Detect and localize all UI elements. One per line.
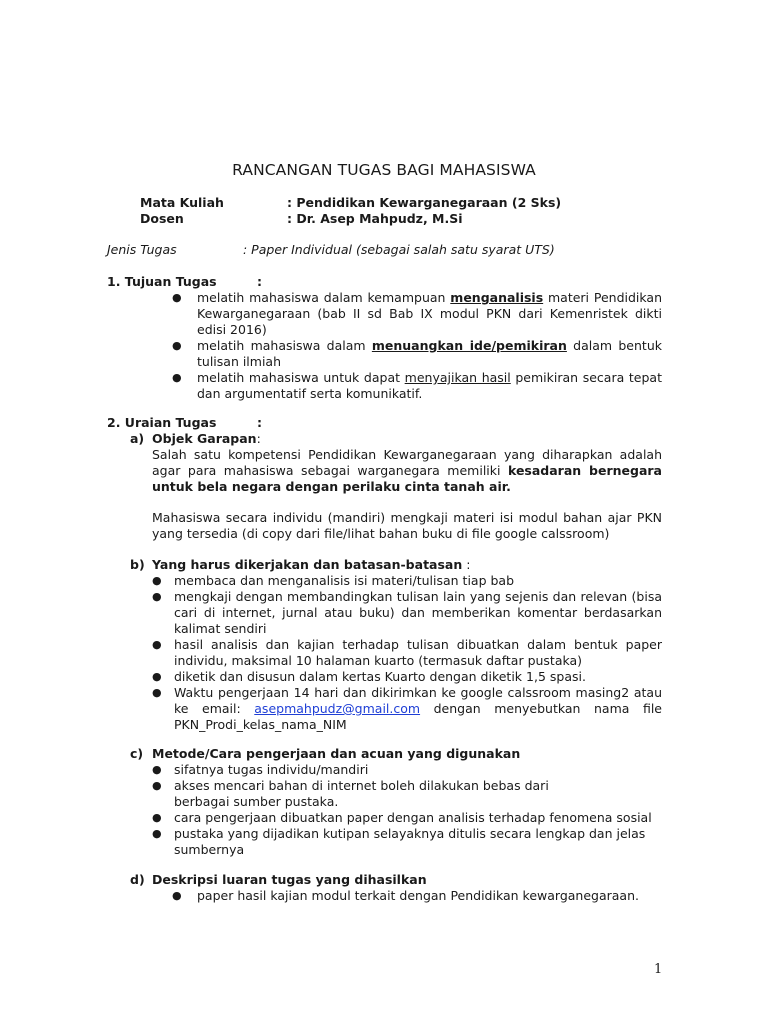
bullet-icon: ● [152, 827, 162, 840]
section-2-heading [107, 415, 262, 430]
section-1-heading [107, 274, 262, 289]
subsection-b-heading [130, 557, 471, 572]
list-item-text: mengkaji dengan membandingkan tulisan lain yang sejenis dan relevan (bisa cari di internet, jurnal atau buku) dan memberikan komentar berdasarkan kalimat sendiri [174, 589, 662, 636]
list-item-text: akses mencari bahan di internet boleh dilakukan bebas dari berbagai sumber pustaka. [174, 778, 549, 809]
subsection-d-title: Deskripsi luaran tugas yang dihasilkan [152, 872, 427, 887]
document-title: RANCANGAN TUGAS BAGI MAHASISWA [232, 161, 536, 179]
jenis-tugas-row [107, 242, 555, 257]
page-number: 1 [654, 962, 663, 977]
email-link[interactable]: asepmahpudz@gmail.com [254, 701, 421, 716]
list-item-text: membaca dan menganalisis isi materi/tulisan tiap bab [174, 573, 515, 588]
list-item-emphasis: menganalisis [450, 290, 544, 305]
bullet-icon: ● [172, 371, 182, 384]
bullet-icon: ● [152, 590, 162, 603]
bullet-icon: ● [172, 889, 182, 902]
paragraph-text: Salah satu kompetensi Pendidikan Kewarganegaraan yang diharapkan adalah agar para mahasiswa sebagai warganegara memiliki [152, 447, 662, 478]
subsection-a-label: a) [130, 431, 145, 446]
list-item-text: melatih mahasiswa untuk dapat [197, 370, 405, 385]
list-item-text: paper hasil kajian modul terkait dengan Pendidikan kewarganegaraan. [197, 888, 639, 903]
subsection-a-paragraph-1 [152, 447, 662, 495]
subsection-a-heading [130, 431, 261, 446]
list-item-text: dalam bentuk tulisan ilmiah [197, 338, 662, 369]
list-item-text: melatih mahasiswa dalam [197, 338, 372, 353]
jenis-tugas-value: : Paper Individual (sebagai salah satu syarat UTS) [243, 242, 555, 257]
list-item-text: sifatnya tugas individu/mandiri [174, 762, 369, 777]
section-2-title: 2. Uraian Tugas [107, 415, 217, 430]
bullet-icon: ● [152, 763, 162, 776]
dosen-label: Dosen [140, 211, 184, 226]
subsection-d-heading [130, 872, 427, 887]
list-item-text: Waktu pengerjaan 14 hari dan dikirimkan ke google calssroom masing2 atau ke email: [174, 685, 662, 716]
subsection-c-label: c) [130, 746, 144, 761]
subsection-a-paragraph-2: Mahasiswa secara individu (mandiri) mengkaji materi isi modul bahan ajar PKN yang tersedia (di copy dari file/lihat bahan buku di file google calssroom) [152, 510, 662, 541]
bullet-icon: ● [172, 339, 182, 352]
list-item-text: cara pengerjaan dibuatkan paper dengan analisis terhadap fenomena sosial [174, 810, 652, 825]
subsection-b-colon: : [462, 557, 471, 572]
jenis-tugas-label: Jenis Tugas [107, 242, 177, 257]
list-item-text: diketik dan disusun dalam kertas Kuarto dengan diketik 1,5 spasi. [174, 669, 586, 684]
subsection-c-heading [130, 746, 521, 761]
subsection-d-label: d) [130, 872, 145, 887]
dosen-value: : Dr. Asep Mahpudz, M.Si [287, 211, 463, 226]
subsection-a-title-text: Objek Garapan [152, 431, 257, 446]
bullet-icon: ● [152, 574, 162, 587]
section-1-colon: : [257, 274, 262, 289]
list-item-emphasis: menuangkan ide/pemikiran [371, 338, 567, 353]
subsection-b-label: b) [130, 557, 145, 572]
list-item-text: materi Pendidikan Kewarganegaraan (bab II sd Bab IX modul PKN dari Kemenristek dikti edisi 2016) [197, 290, 662, 337]
subsection-a-colon: : [256, 431, 261, 446]
list-item-text: dengan menyebutkan nama file PKN_Prodi_kelas_nama_NIM [174, 701, 662, 732]
list-item-emphasis: menyajikan hasil [404, 370, 511, 385]
subsection-b-title-text: Yang harus dikerjakan dan batasan-batasan [152, 557, 463, 572]
paragraph-emphasis: kesadaran bernegara untuk bela negara dengan perilaku cinta tanah air. [152, 463, 662, 494]
list-item-text: pustaka yang dijadikan kutipan selayaknya ditulis secara lengkap dan jelas sumbernya [174, 826, 646, 857]
mata-kuliah-value: : Pendidikan Kewarganegaraan (2 Sks) [287, 195, 562, 210]
section-1-title: 1. Tujuan Tugas [107, 274, 217, 289]
subsection-b-title [152, 557, 470, 572]
subsection-a-title [152, 431, 261, 446]
list-item-text: pemikiran secara tepat dan argumentatif serta komunikatif. [197, 370, 662, 401]
subsection-c-title: Metode/Cara pengerjaan dan acuan yang digunakan [152, 746, 521, 761]
section-2-colon: : [257, 415, 262, 430]
mata-kuliah-label: Mata Kuliah [140, 195, 224, 210]
bullet-icon: ● [152, 670, 162, 683]
bullet-icon: ● [152, 811, 162, 824]
bullet-icon: ● [152, 779, 162, 792]
list-item-text: melatih mahasiswa dalam kemampuan [197, 290, 451, 305]
bullet-icon: ● [152, 686, 162, 699]
list-item-text: hasil analisis dan kajian terhadap tulisan dibuatkan dalam bentuk paper individu, maksimal 10 halaman kuarto (termasuk daftar pustaka) [174, 637, 662, 668]
bullet-icon: ● [152, 638, 162, 651]
bullet-icon: ● [172, 291, 182, 304]
